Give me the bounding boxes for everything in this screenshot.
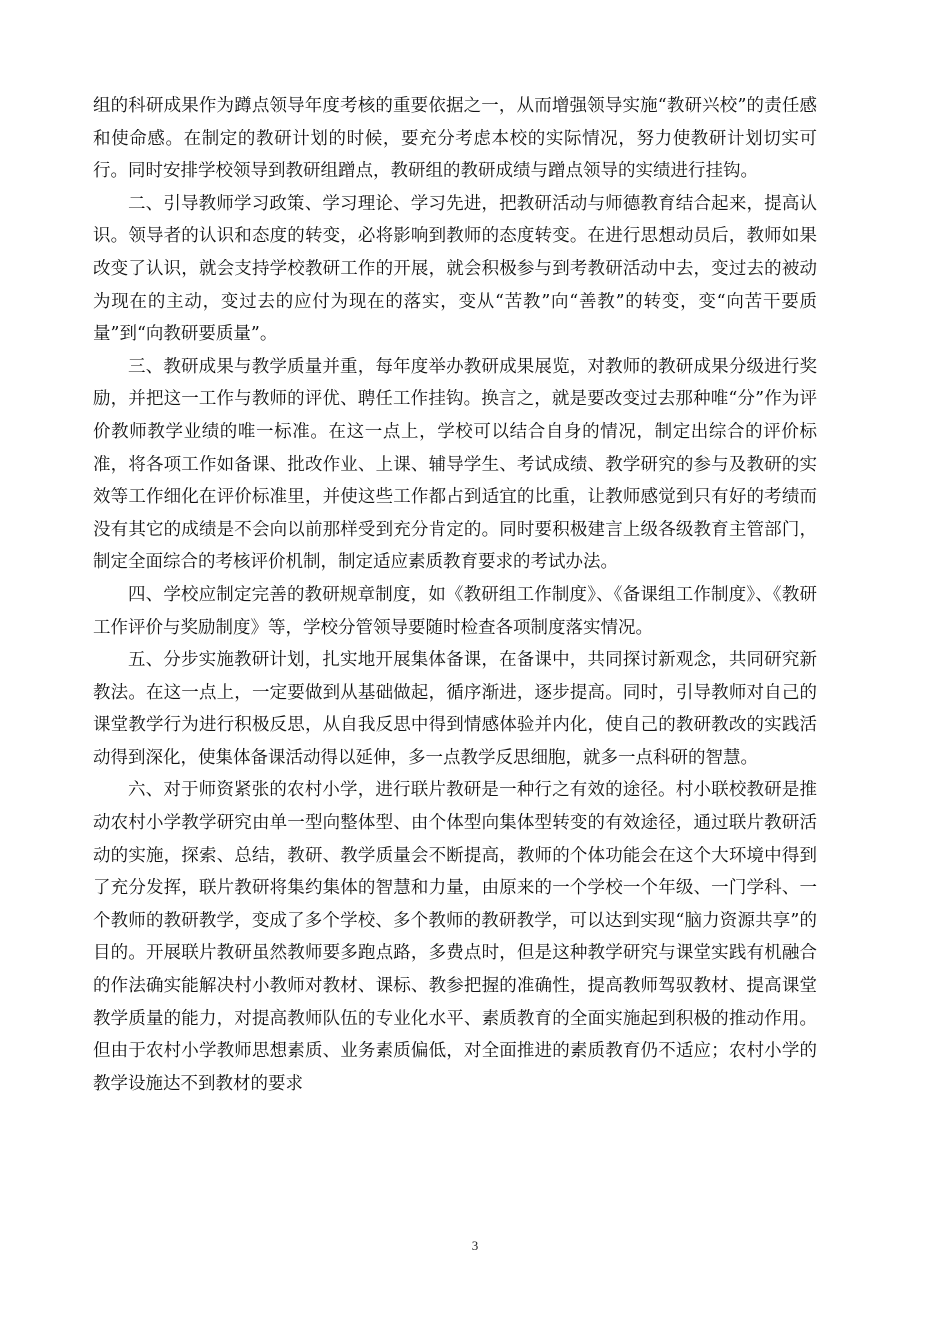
paragraph-item-5: 五、分步实施教研计划，扎实地开展集体备课，在备课中，共同探讨新观念，共同研究新教法。在这一点上，一定要做到从基础做起，循序渐进，逐步提高。同时，引导教师对自己的课堂教学行为进行积极反思，从自我反思中得到情感体验并内化，使自己的教研教改的实践活动得到深化，使集体备课活动得以延伸，多一点教学反思细胞，就多一点科研的智慧。 <box>93 650 817 768</box>
document-body <box>93 90 817 1100</box>
paragraph-item-6: 六、对于师资紧张的农村小学，进行联片教研是一种行之有效的途径。村小联校教研是推动农村小学教学研究由单一型向整体型、由个体型向集体型转变的有效途径，通过联片教研活动的实施，探索、总结，教研、教学质量会不断提高，教师的个体功能会在这个大环境中得到了充分发挥，联片教研将集约集体的智慧和力量，由原来的一个学校一个年级、一门学科、一个教师的教研教学，变成了多个学校、多个教师的教研教学，可以达到实现“脑力资源共享”的目的。开展联片教研虽然教师要多跑点路，多费点时，但是这种教学研究与课堂实践有机融合的作法确实能解决村小教师对教材、课标、教参把握的准确性，提高教师驾驭教材、提高课堂教学质量的能力，对提高教师队伍的专业化水平、素质教育的全面实施起到积极的推动作用。但由于农村小学教师思想素质、业务素质偏低，对全面推进的素质教育仍不适应；农村小学的教学设施达不到教材的要求 <box>93 780 817 1094</box>
paragraph-item-2: 二、引导教师学习政策、学习理论、学习先进，把教研活动与师德教育结合起来，提高认识。领导者的认识和态度的转变，必将影响到教师的态度转变。在进行思想动员后，教师如果改变了认识，就会支持学校教研工作的开展，就会积极参与到考教研活动中去，变过去的被动为现在的主动，变过去的应付为现在的落实，变从“苦教”向“善教”的转变，变“向苦干要质量”到“向教研要质量”。 <box>93 193 817 345</box>
paragraph-continued: 组的科研成果作为蹲点领导年度考核的重要依据之一，从而增强领导实施“教研兴校”的责任感和使命感。在制定的教研计划的时候，要充分考虑本校的实际情况，努力使教研计划切实可行。同时安排学校领导到教研组蹭点，教研组的教研成绩与蹭点领导的实绩进行挂钩。 <box>93 96 817 182</box>
paragraph-item-3: 三、教研成果与教学质量并重，每年度举办教研成果展览，对教师的教研成果分级进行奖励，并把这一工作与教师的评优、聘任工作挂钩。换言之，就是要改变过去那种唯“分”作为评价教师教学业绩的唯一标准。在这一点上，学校可以结合自身的情况，制定出综合的评价标准，将各项工作如备课、批改作业、上课、辅导学生、考试成绩、教学研究的参与及教研的实效等工作细化在评价标准里，并使这些工作都占到适宜的比重，让教师感觉到只有好的考绩而没有其它的成绩是不会向以前那样受到充分肯定的。同时要积极建言上级各级教育主管部门，制定全面综合的考核评价机制，制定适应素质教育要求的考试办法。 <box>93 356 817 573</box>
paragraph-item-4: 四、学校应制定完善的教研规章制度，如《教研组工作制度》、《备课组工作制度》、《教研工作评价与奖励制度》等，学校分管领导要随时检查各项制度落实情况。 <box>93 584 817 638</box>
page-number: 3 <box>471 1238 479 1253</box>
